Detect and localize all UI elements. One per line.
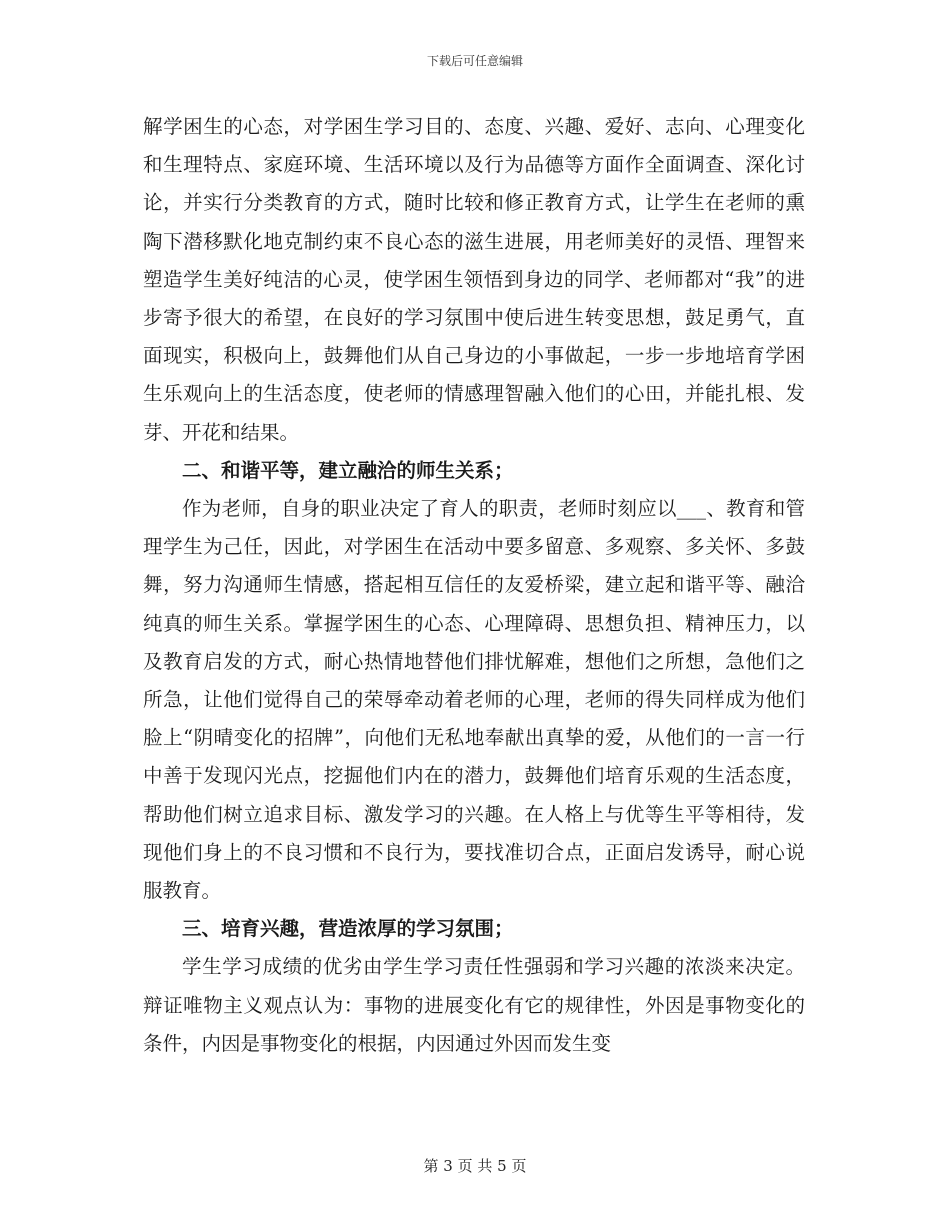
section-heading-2: 二、和谐平等，建立融洽的师生关系； <box>182 458 514 482</box>
paragraph-continuation: 解学困生的心态，对学困生学习目的、态度、兴趣、爱好、志向、心理变化和生理特点、家庭环境、生活环境以及行为品德等方面作全面调查、深化讨论，并实行分类教育的方式，随时比较和修正教育方式，让学生在老师的熏陶下潜移默化地克制约束不良心态的滋生进展，用老师美好的灵悟、理智来塑造学生美好纯洁的心灵，使学困生领悟到身边的同学、老师都对“我”的进步寄予很大的希望，在良好的学习氛围中使后进生转变思想，鼓足勇气，直面现实，积极向上，鼓舞他们从自己身边的小事做起，一步一步地培育学困生乐观向上的生活态度，使老师的情感理智融入他们的心田，并能扎根、发芽、开花和结果。 <box>143 115 805 444</box>
page-number: 第 3 页 共 5 页 <box>423 1157 527 1175</box>
section-heading-3: 三、培育兴趣，营造浓厚的学习氛围； <box>182 917 514 941</box>
paragraph-section-3: 学生学习成绩的优劣由学生学习责任性强弱和学习兴趣的浓淡来决定。辩证唯物主义观点认为：事物的进展变化有它的规律性，外因是事物变化的条件，内因是事物变化的根据，内因通过外因而发生变 <box>143 955 805 1055</box>
document-body <box>143 108 805 1063</box>
paragraph-section-2: 作为老师，自身的职业决定了育人的职责，老师时刻应以___、教育和管理学生为己任，因此，对学困生在活动中要多留意、多观察、多关怀、多鼓舞，努力沟通师生情感，搭起相互信任的友爱桥梁，建立起和谐平等、融洽纯真的师生关系。掌握学困生的心态、心理障碍、思想负担、精神压力，以及教育启发的方式，耐心热情地替他们排忧解难，想他们之所想，急他们之所急，让他们觉得自己的荣辱牵动着老师的心理，老师的得失同样成为他们脸上“阴晴变化的招牌”，向他们无私地奉献出真挚的爱，从他们的一言一行中善于发现闪光点，挖掘他们内在的潜力，鼓舞他们培育乐观的生活态度，帮助他们树立追求目标、激发学习的兴趣。在人格上与优等生平等相待，发现他们身上的不良习惯和不良行为，要找准切合点，正面启发诱导，耐心说服教育。 <box>143 497 805 903</box>
page-header: 下载后可任意编辑 <box>426 54 523 68</box>
